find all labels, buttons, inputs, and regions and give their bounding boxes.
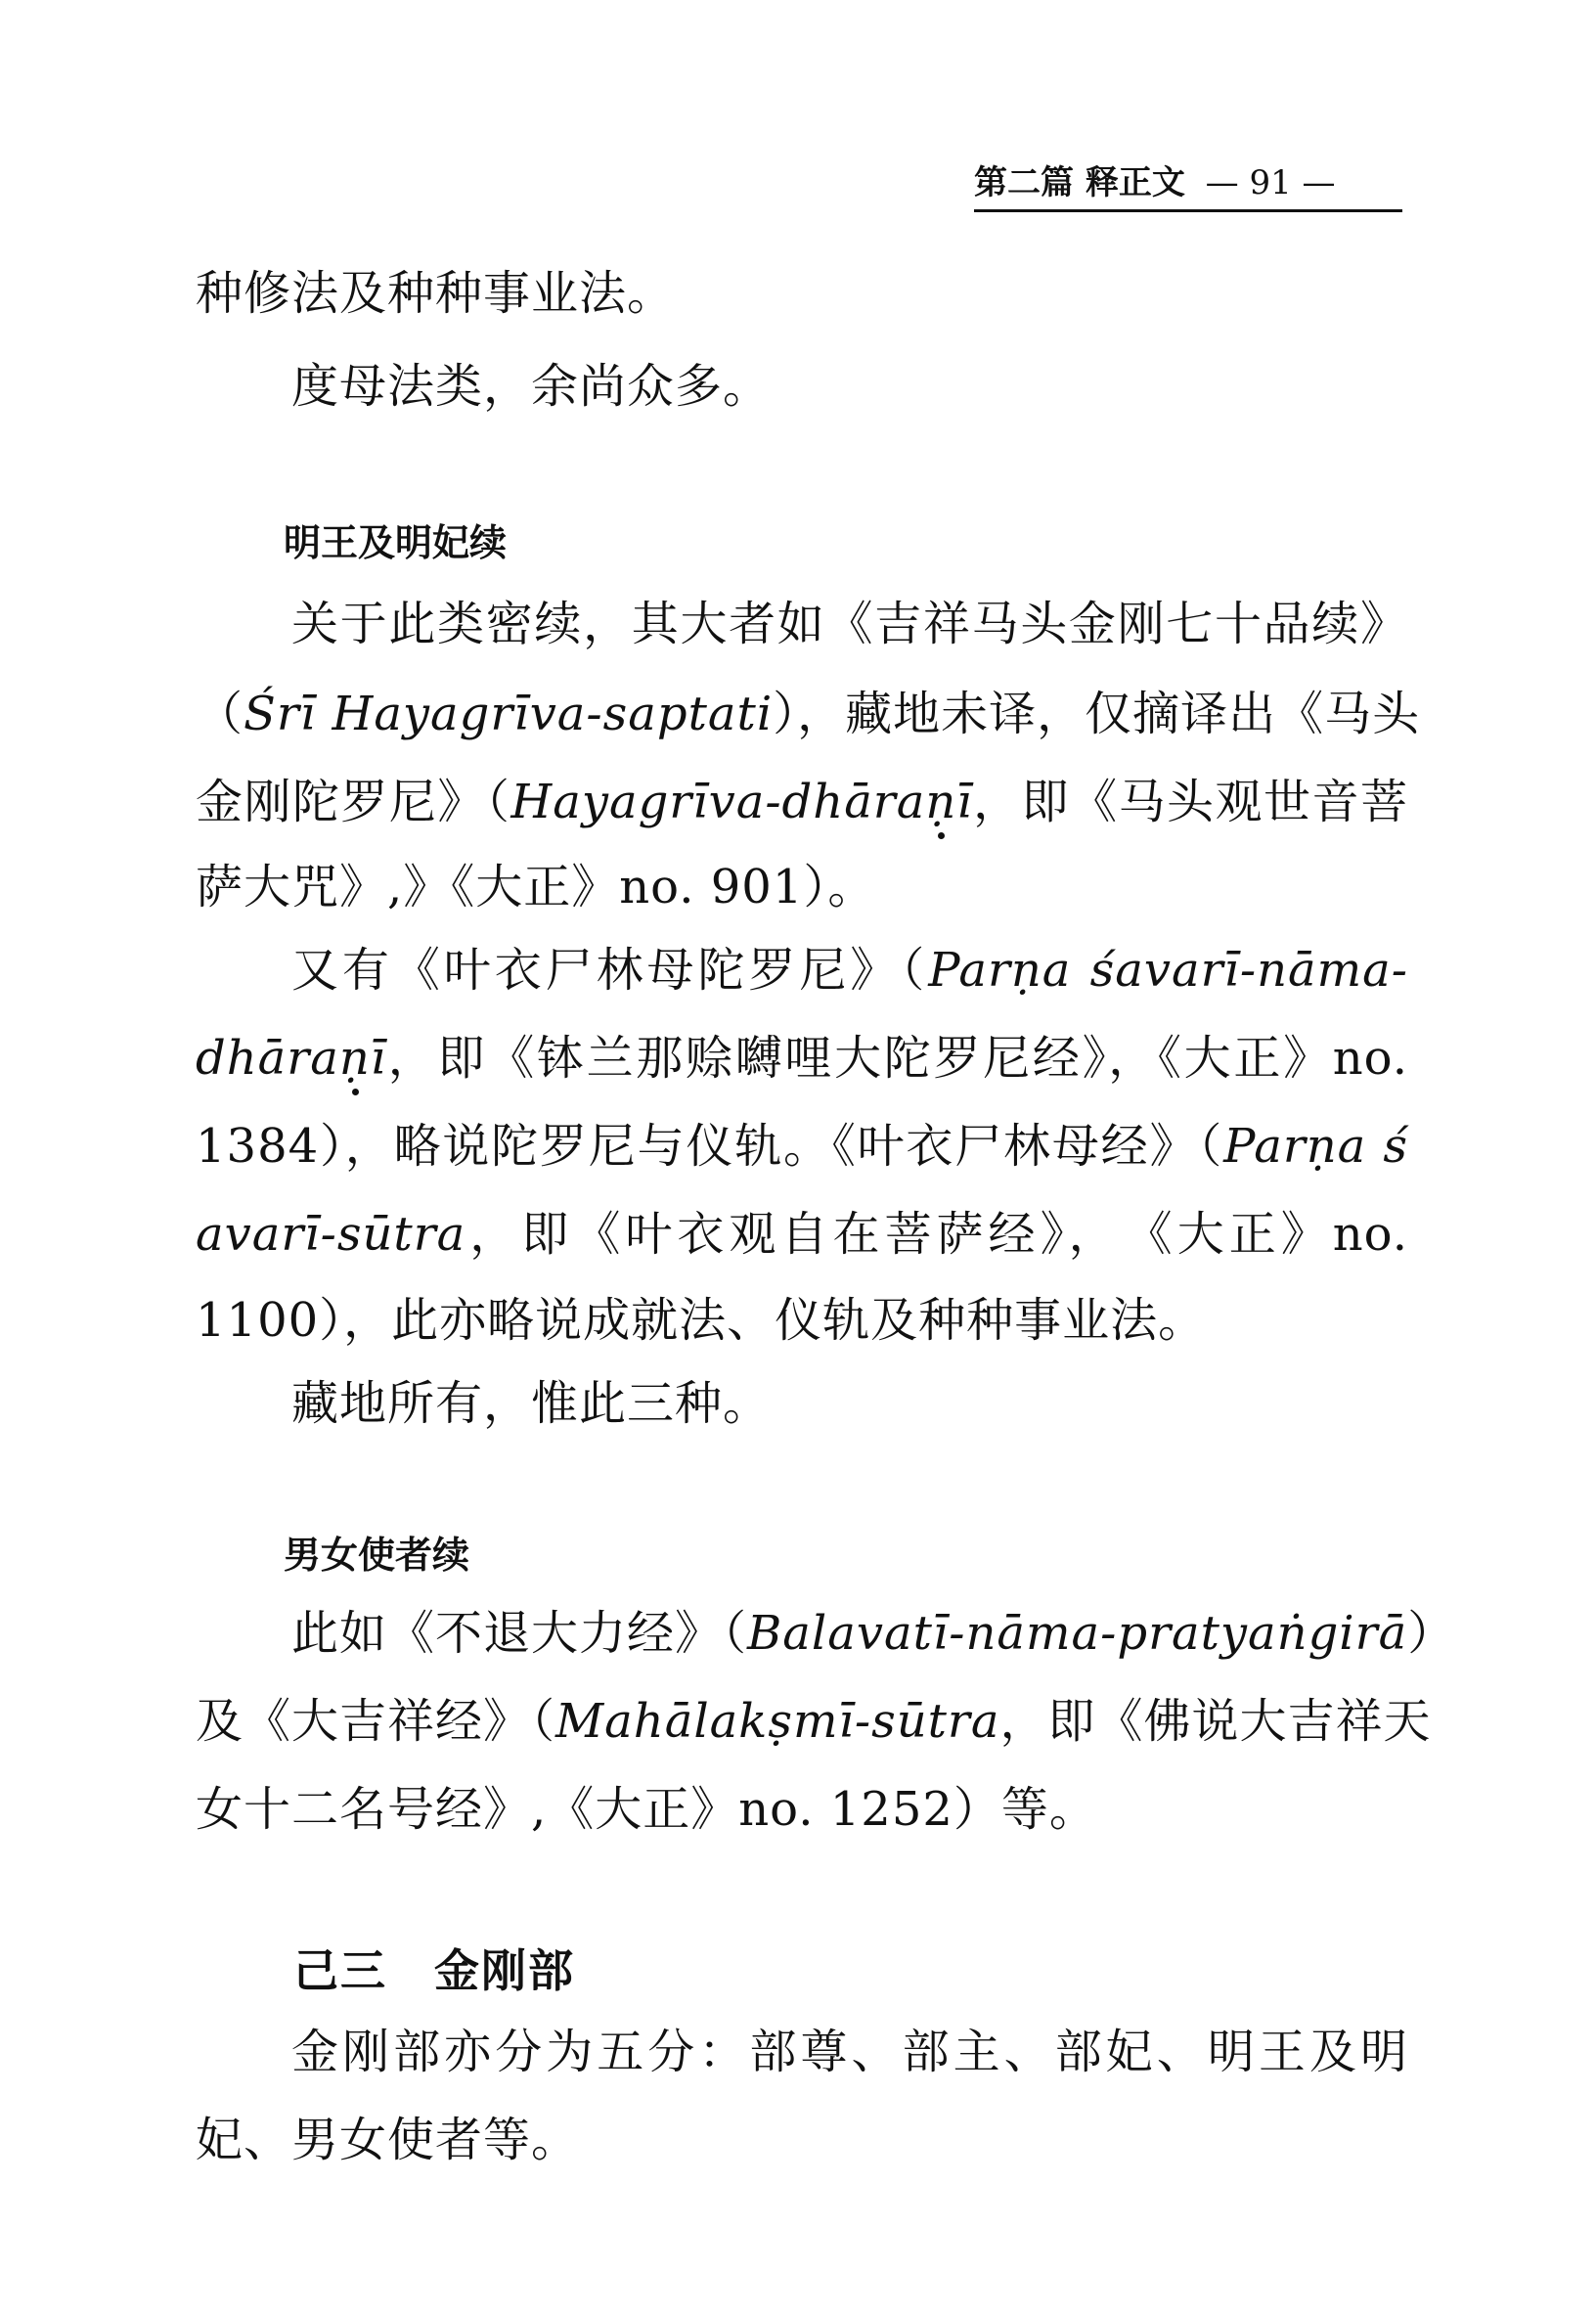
section-heading: 己三 金刚部 [293, 1944, 575, 1997]
header-title: 第二篇 释正文 [974, 163, 1185, 202]
text-span: ī [370, 1031, 387, 1086]
body-line [196, 1029, 1408, 1090]
text-span: ，即《钵兰那赊嚩哩大陀罗尼经》，《大正》no. [386, 1031, 1408, 1086]
dotted-letter: ṇ [338, 1031, 371, 1086]
sanskrit-title: Parṇa ś [1223, 1119, 1408, 1174]
text-span: （ [196, 687, 244, 741]
sanskrit-title: Parṇa śavarī-nāma- [928, 943, 1408, 998]
text-span: 此如《不退大力经》（ [291, 1606, 748, 1661]
sanskrit-title: Mahālakṣmī-sūtra [555, 1694, 1000, 1749]
body-line [291, 1604, 1456, 1665]
running-header [974, 156, 1402, 212]
text-span: ），藏地未译，仅摘译出《马头 [773, 687, 1421, 741]
text-span: ，即《佛说大吉祥天 [999, 1694, 1432, 1749]
text-span: dhāra [196, 1031, 339, 1086]
body-line: 妃、男女使者等。 [196, 2113, 580, 2167]
text-span: 1384），略说陀罗尼与仪轨。《叶衣尸林母经》（ [196, 1119, 1224, 1174]
body-line: 种修法及种种事业法。 [196, 266, 676, 321]
sanskrit-title [196, 1031, 386, 1086]
body-line [196, 773, 1408, 833]
text-span: ） [1407, 1606, 1456, 1661]
body-line [196, 1205, 1408, 1266]
text-span: ī [956, 775, 973, 829]
sanskrit-title [510, 775, 972, 829]
body-line: 度母法类，余尚众多。 [291, 359, 772, 414]
sanskrit-title: Balavatī-nāma-pratyaṅgirā [747, 1606, 1408, 1661]
body-line [291, 941, 1408, 1002]
sanskrit-title: avarī-sūtra [196, 1207, 466, 1262]
dotted-letter: ṇ [925, 775, 957, 829]
text-span: ，即《叶衣观自在菩萨经》， 《大正》no. [466, 1207, 1408, 1262]
body-line: 1100），此亦略说成就法、仪轨及种种事业法。 [196, 1293, 1207, 1348]
text-span: 又有《叶衣尸林母陀罗尼》（ [291, 943, 929, 998]
subsection-heading: 男女使者续 [284, 1534, 470, 1577]
text-span: ，即《马头观世音菩 [972, 775, 1408, 829]
sanskrit-title: Śrī Hayagrīva-saptati [244, 687, 774, 741]
body-line [196, 1692, 1432, 1753]
body-line: 女十二名号经》,《大正》no. 1252）等。 [196, 1782, 1097, 1837]
text-span: Hayagrīva-dhāra [510, 775, 926, 829]
page-number: — 91 — [1205, 163, 1336, 202]
body-line [196, 685, 1421, 745]
body-line: 藏地所有，惟此三种。 [291, 1376, 772, 1431]
text-span: 及《大吉祥经》（ [196, 1694, 556, 1749]
body-line [196, 1117, 1408, 1178]
body-line: 关于此类密续，其大者如《吉祥马头金刚七十品续》 [291, 597, 1408, 651]
body-line: 萨大咒》,》《大正》no. 901）。 [196, 860, 876, 914]
text-span: 金刚陀罗尼》（ [196, 775, 511, 829]
subsection-heading: 明王及明妃续 [284, 521, 508, 564]
body-line: 金刚部亦分为五分：部尊、部主、部妃、明王及明 [291, 2025, 1408, 2079]
